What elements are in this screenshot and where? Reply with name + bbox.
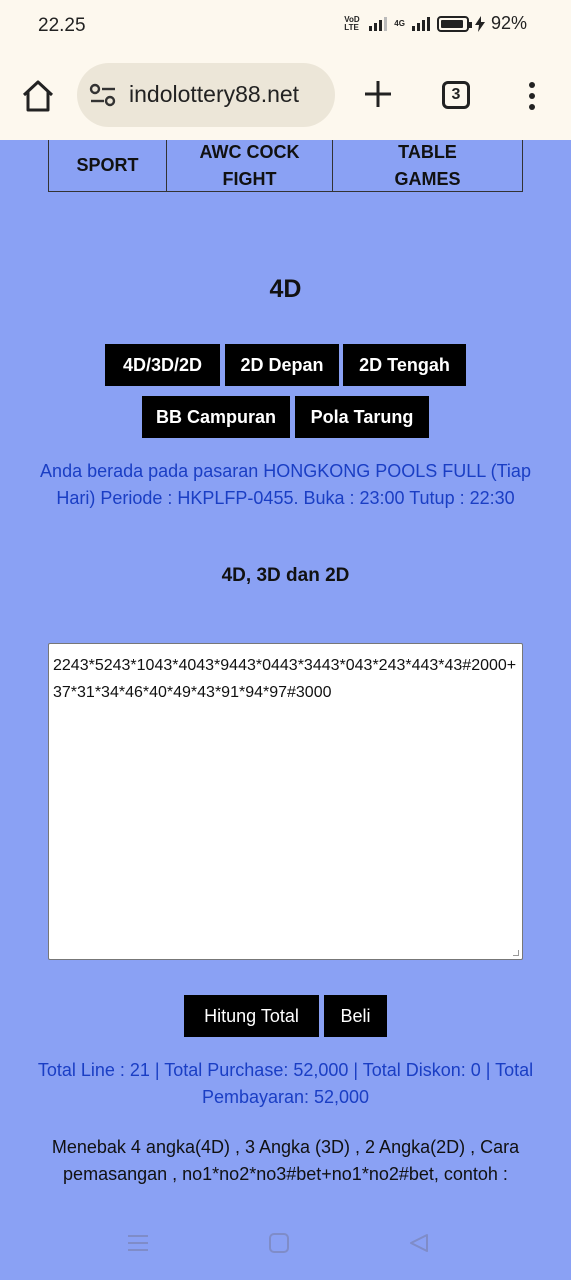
- section-subtitle: 4D, 3D dan 2D: [221, 565, 350, 586]
- back-icon[interactable]: [408, 1232, 430, 1254]
- status-time: 22.25: [38, 15, 86, 36]
- nav-table-games[interactable]: TABLE GAMES: [394, 141, 461, 189]
- totals-summary: Total Line : 21 | Total Purchase: 52,000 | Total Diskon: 0 | Total Pembayaran: 52,000: [37, 1060, 534, 1107]
- signal-icon: [368, 16, 388, 32]
- bet-input-textarea[interactable]: [48, 643, 523, 960]
- charging-icon: [475, 16, 485, 32]
- nav-awc-cock-fight[interactable]: AWC COCK FIGHT: [167, 140, 333, 191]
- tab-4d-3d-2d[interactable]: 4D/3D/2D: [105, 344, 220, 386]
- tab-2d-depan[interactable]: 2D Depan: [225, 344, 339, 386]
- more-menu-icon[interactable]: [522, 80, 542, 112]
- address-bar[interactable]: [77, 63, 335, 127]
- beli-button[interactable]: Beli: [324, 995, 387, 1037]
- status-indicators: [344, 13, 527, 34]
- category-nav-table: [48, 140, 523, 192]
- new-tab-plus-icon[interactable]: [360, 76, 396, 112]
- volte-label: VoD LTE: [344, 14, 360, 32]
- site-settings-icon[interactable]: [89, 82, 117, 108]
- network-4g-label: 4G: [394, 18, 405, 28]
- market-info: Anda berada pada pasaran HONGKONG POOLS FULL (Tiap Hari) Periode : HKPLFP-0455. Buka : 23:00 Tutup : 22:30: [40, 461, 531, 508]
- nav-sport[interactable]: SPORT: [49, 140, 167, 191]
- tab-2d-tengah[interactable]: 2D Tengah: [343, 344, 466, 386]
- url-text: indolottery88.net: [129, 81, 300, 107]
- home-icon[interactable]: [20, 78, 56, 114]
- tab-switcher-icon[interactable]: 3: [442, 81, 470, 109]
- hitung-total-button[interactable]: Hitung Total: [184, 995, 319, 1037]
- resize-handle[interactable]: [513, 950, 519, 956]
- page-title: 4D: [269, 275, 302, 303]
- battery-icon: [437, 16, 469, 32]
- recents-icon[interactable]: [127, 1232, 149, 1254]
- status-bar: [0, 0, 571, 52]
- signal-icon-2: [411, 16, 431, 32]
- home-nav-icon[interactable]: [268, 1232, 290, 1254]
- bet-input-value: 2243*5243*1043*4043*9443*0443*3443*043*243*443*43#2000+37*31*34*46*40*49*43*91*94*97#3000: [53, 657, 517, 701]
- bet-description: Menebak 4 angka(4D) , 3 Angka (3D) , 2 Angka(2D) , Cara pemasangan , no1*no2*no3#bet+no1*no2#bet, contoh :: [51, 1137, 520, 1184]
- battery-percent: 92%: [490, 13, 527, 33]
- tab-bb-campuran[interactable]: BB Campuran: [142, 396, 290, 438]
- tab-pola-tarung[interactable]: Pola Tarung: [295, 396, 429, 438]
- browser-toolbar: [0, 52, 571, 140]
- system-nav-bar: [0, 1214, 571, 1280]
